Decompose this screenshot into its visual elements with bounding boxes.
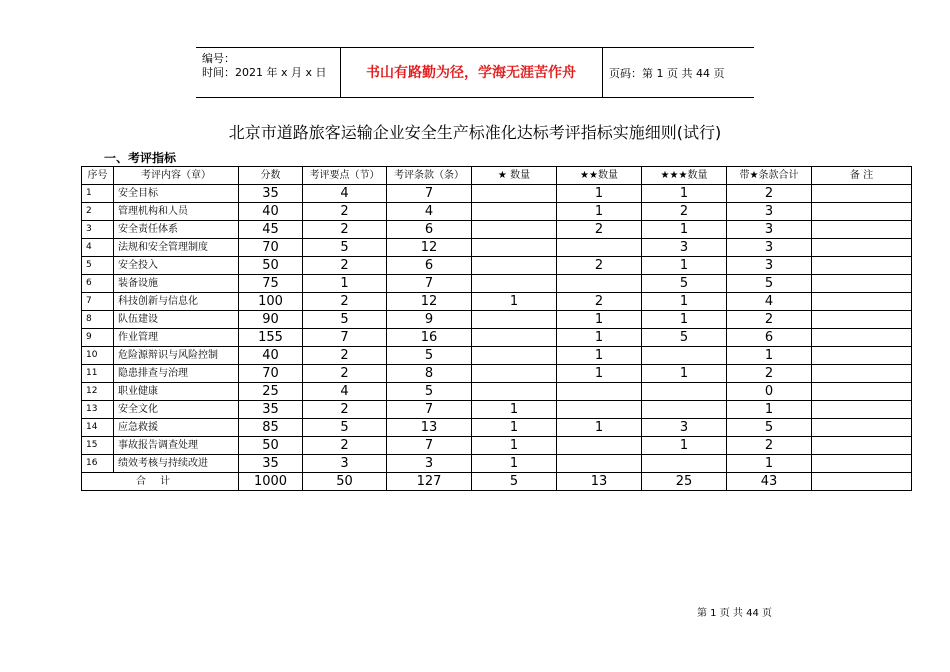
cell-points: 4 (303, 383, 387, 401)
cell-index: 14 (82, 419, 114, 437)
cell-content: 事故报告调查处理 (114, 437, 239, 455)
header-time-label: 时间：2021 年 x 月 x 日 (202, 66, 327, 79)
cell-points: 2 (303, 401, 387, 419)
cell-star2 (557, 437, 642, 455)
cell-star2: 2 (557, 257, 642, 275)
cell-note (812, 257, 912, 275)
header-page-label: 页码：第 1 页 共 44 页 (609, 67, 725, 80)
cell-index: 11 (82, 365, 114, 383)
cell-score: 75 (239, 275, 303, 293)
cell-star2: 1 (557, 347, 642, 365)
cell-index: 4 (82, 239, 114, 257)
cell-note (812, 419, 912, 437)
cell-star-total: 0 (727, 383, 812, 401)
cell-clauses: 5 (387, 383, 472, 401)
cell-star3: 1 (642, 257, 727, 275)
cell-content: 队伍建设 (114, 311, 239, 329)
cell-score: 70 (239, 365, 303, 383)
cell-star1 (472, 221, 557, 239)
cell-star-total: 3 (727, 257, 812, 275)
table-row (82, 401, 912, 419)
cell-note (812, 455, 912, 473)
total-score: 1000 (239, 473, 303, 491)
cell-star3: 2 (642, 203, 727, 221)
cell-star-total: 1 (727, 401, 812, 419)
table-row (82, 311, 912, 329)
cell-clauses: 16 (387, 329, 472, 347)
cell-star-total: 5 (727, 275, 812, 293)
cell-clauses: 8 (387, 365, 472, 383)
cell-content: 绩效考核与持续改进 (114, 455, 239, 473)
cell-note (812, 311, 912, 329)
cell-points: 5 (303, 419, 387, 437)
cell-note (812, 383, 912, 401)
cell-star-total: 2 (727, 365, 812, 383)
cell-star3 (642, 347, 727, 365)
cell-star1: 1 (472, 455, 557, 473)
cell-content: 职业健康 (114, 383, 239, 401)
cell-star1 (472, 347, 557, 365)
cell-star3: 1 (642, 221, 727, 239)
table-total-row (82, 473, 912, 491)
cell-score: 35 (239, 455, 303, 473)
cell-score: 40 (239, 347, 303, 365)
cell-content: 安全责任体系 (114, 221, 239, 239)
cell-content: 管理机构和人员 (114, 203, 239, 221)
col-header-star2: ★★数量 (557, 167, 642, 185)
cell-star2 (557, 455, 642, 473)
cell-star3: 5 (642, 329, 727, 347)
cell-points: 4 (303, 185, 387, 203)
total-clauses: 127 (387, 473, 472, 491)
cell-score: 50 (239, 437, 303, 455)
cell-index: 3 (82, 221, 114, 239)
cell-star1 (472, 185, 557, 203)
cell-star1 (472, 275, 557, 293)
cell-star2: 1 (557, 185, 642, 203)
cell-clauses: 12 (387, 293, 472, 311)
cell-clauses: 7 (387, 401, 472, 419)
cell-score: 25 (239, 383, 303, 401)
cell-star1 (472, 257, 557, 275)
cell-score: 35 (239, 185, 303, 203)
cell-index: 7 (82, 293, 114, 311)
cell-star2 (557, 275, 642, 293)
cell-index: 9 (82, 329, 114, 347)
cell-note (812, 239, 912, 257)
cell-index: 1 (82, 185, 114, 203)
total-star3: 25 (642, 473, 727, 491)
cell-points: 2 (303, 221, 387, 239)
cell-clauses: 6 (387, 257, 472, 275)
cell-points: 2 (303, 293, 387, 311)
cell-note (812, 293, 912, 311)
table-row (82, 239, 912, 257)
col-header-star3: ★★★数量 (642, 167, 727, 185)
col-header-star1: ★ 数量 (472, 167, 557, 185)
cell-content: 危险源辩识与风险控制 (114, 347, 239, 365)
cell-star-total: 3 (727, 221, 812, 239)
col-header-content: 考评内容（章） (114, 167, 239, 185)
cell-score: 155 (239, 329, 303, 347)
cell-index: 6 (82, 275, 114, 293)
cell-note (812, 401, 912, 419)
table-row (82, 329, 912, 347)
cell-score: 100 (239, 293, 303, 311)
cell-note (812, 185, 912, 203)
col-header-score: 分数 (239, 167, 303, 185)
cell-star3: 1 (642, 293, 727, 311)
cell-points: 2 (303, 203, 387, 221)
table-row (82, 221, 912, 239)
cell-content: 科技创新与信息化 (114, 293, 239, 311)
cell-index: 13 (82, 401, 114, 419)
cell-content: 作业管理 (114, 329, 239, 347)
cell-score: 70 (239, 239, 303, 257)
cell-content: 法规和安全管理制度 (114, 239, 239, 257)
cell-star-total: 3 (727, 203, 812, 221)
cell-content: 安全目标 (114, 185, 239, 203)
cell-score: 45 (239, 221, 303, 239)
cell-points: 3 (303, 455, 387, 473)
cell-star1: 1 (472, 293, 557, 311)
cell-clauses: 7 (387, 275, 472, 293)
cell-index: 12 (82, 383, 114, 401)
evaluation-table (81, 166, 912, 491)
total-star1: 5 (472, 473, 557, 491)
col-header-note: 备 注 (812, 167, 912, 185)
header-top-rule (196, 47, 754, 48)
col-header-star-total: 带★条款合计 (727, 167, 812, 185)
cell-star1 (472, 311, 557, 329)
cell-star2: 1 (557, 419, 642, 437)
cell-note (812, 329, 912, 347)
header-number-label: 编号： (202, 52, 235, 65)
table-row (82, 383, 912, 401)
cell-content: 装备设施 (114, 275, 239, 293)
cell-star1 (472, 383, 557, 401)
cell-star1: 1 (472, 419, 557, 437)
cell-star3: 1 (642, 437, 727, 455)
total-star-sum: 43 (727, 473, 812, 491)
cell-points: 2 (303, 257, 387, 275)
cell-note (812, 275, 912, 293)
cell-content: 隐患排查与治理 (114, 365, 239, 383)
cell-note (812, 347, 912, 365)
table-header-row (82, 167, 912, 185)
cell-star1: 1 (472, 437, 557, 455)
cell-clauses: 5 (387, 347, 472, 365)
cell-star1 (472, 239, 557, 257)
cell-index: 8 (82, 311, 114, 329)
table-row (82, 203, 912, 221)
document-title: 北京市道路旅客运输企业安全生产标准化达标考评指标实施细则(试行) (228, 123, 722, 142)
cell-clauses: 4 (387, 203, 472, 221)
cell-star3: 5 (642, 275, 727, 293)
table-row (82, 419, 912, 437)
cell-star2: 2 (557, 221, 642, 239)
cell-star2 (557, 383, 642, 401)
cell-star-total: 2 (727, 311, 812, 329)
cell-star3 (642, 383, 727, 401)
cell-star-total: 1 (727, 455, 812, 473)
cell-star2: 1 (557, 365, 642, 383)
cell-star-total: 2 (727, 185, 812, 203)
cell-star-total: 5 (727, 419, 812, 437)
cell-index: 10 (82, 347, 114, 365)
cell-points: 2 (303, 347, 387, 365)
cell-star2: 2 (557, 293, 642, 311)
cell-star3 (642, 455, 727, 473)
cell-clauses: 3 (387, 455, 472, 473)
cell-star1 (472, 365, 557, 383)
cell-index: 16 (82, 455, 114, 473)
col-header-points: 考评要点（节） (303, 167, 387, 185)
total-points: 50 (303, 473, 387, 491)
cell-star2 (557, 239, 642, 257)
cell-star-total: 2 (727, 437, 812, 455)
cell-star1 (472, 203, 557, 221)
col-header-index: 序号 (82, 167, 114, 185)
cell-points: 2 (303, 365, 387, 383)
cell-star2: 1 (557, 203, 642, 221)
table-row (82, 347, 912, 365)
cell-points: 5 (303, 239, 387, 257)
cell-clauses: 12 (387, 239, 472, 257)
cell-star3 (642, 401, 727, 419)
cell-star2: 1 (557, 311, 642, 329)
cell-score: 85 (239, 419, 303, 437)
cell-content: 安全投入 (114, 257, 239, 275)
cell-content: 应急救援 (114, 419, 239, 437)
cell-note (812, 437, 912, 455)
cell-score: 35 (239, 401, 303, 419)
cell-note (812, 221, 912, 239)
header-bottom-rule (196, 97, 754, 98)
cell-star-total: 6 (727, 329, 812, 347)
cell-note (812, 203, 912, 221)
table-row (82, 437, 912, 455)
cell-clauses: 6 (387, 221, 472, 239)
cell-clauses: 13 (387, 419, 472, 437)
cell-index: 2 (82, 203, 114, 221)
cell-clauses: 9 (387, 311, 472, 329)
cell-star3: 1 (642, 365, 727, 383)
cell-star2: 1 (557, 329, 642, 347)
cell-star2 (557, 401, 642, 419)
cell-clauses: 7 (387, 437, 472, 455)
table-row (82, 185, 912, 203)
cell-points: 2 (303, 437, 387, 455)
cell-star3: 1 (642, 185, 727, 203)
cell-points: 7 (303, 329, 387, 347)
table-row (82, 365, 912, 383)
cell-note (812, 365, 912, 383)
cell-score: 50 (239, 257, 303, 275)
cell-points: 5 (303, 311, 387, 329)
cell-index: 5 (82, 257, 114, 275)
section-heading: 一、考评指标 (104, 151, 177, 165)
total-star2: 13 (557, 473, 642, 491)
total-note (812, 473, 912, 491)
cell-points: 1 (303, 275, 387, 293)
page-footer: 第 1 页 共 44 页 (697, 608, 772, 619)
table-row (82, 455, 912, 473)
cell-star1 (472, 329, 557, 347)
cell-score: 40 (239, 203, 303, 221)
cell-index: 15 (82, 437, 114, 455)
cell-star3: 3 (642, 419, 727, 437)
header-motto: 书山有路勤为径，学海无涯苦作舟 (366, 65, 576, 81)
total-label: 合计 (82, 473, 239, 491)
cell-star1: 1 (472, 401, 557, 419)
cell-score: 90 (239, 311, 303, 329)
cell-star3: 1 (642, 311, 727, 329)
table-row (82, 275, 912, 293)
cell-star-total: 4 (727, 293, 812, 311)
table-row (82, 257, 912, 275)
col-header-clauses: 考评条款（条） (387, 167, 472, 185)
cell-clauses: 7 (387, 185, 472, 203)
cell-content: 安全文化 (114, 401, 239, 419)
header-divider-right (602, 47, 603, 97)
cell-star-total: 1 (727, 347, 812, 365)
cell-star-total: 3 (727, 239, 812, 257)
cell-star3: 3 (642, 239, 727, 257)
table-row (82, 293, 912, 311)
